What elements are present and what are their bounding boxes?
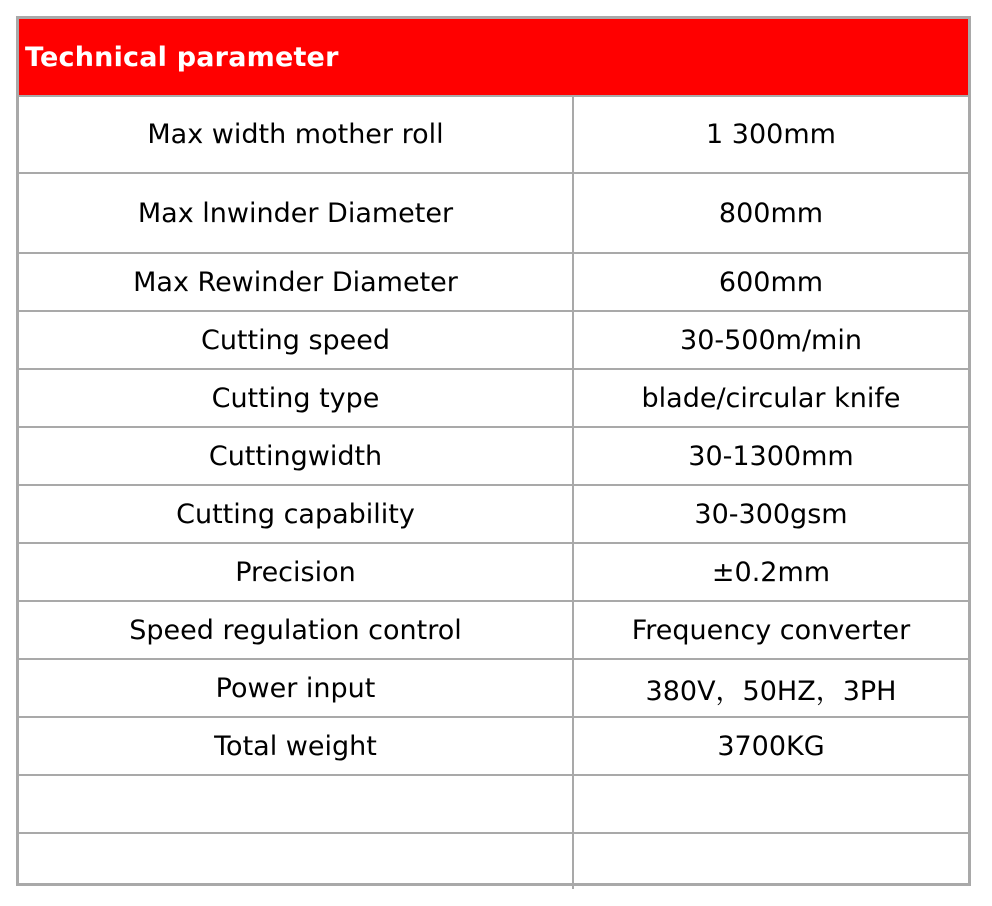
table-row [19, 833, 968, 889]
parameter-label: Cutting capability [19, 485, 573, 543]
parameter-value: Frequency converter [573, 601, 968, 659]
parameter-value: 600mm [573, 253, 968, 311]
table-row [19, 659, 968, 717]
table-row [19, 717, 968, 775]
parameter-value: 380V，50HZ，3PH [573, 659, 968, 717]
parameter-value: 1 300mm [706, 119, 836, 150]
parameter-value [573, 775, 968, 833]
table-row [19, 311, 968, 369]
parameter-label: Max width mother roll [19, 97, 573, 173]
parameter-label [19, 775, 573, 833]
parameter-label: Max Rewinder Diameter [19, 253, 573, 311]
table-row [19, 173, 968, 253]
parameter-table [19, 97, 968, 889]
table-row [19, 601, 968, 659]
parameter-value: 30-1300mm [573, 427, 968, 485]
parameter-label: Precision [19, 543, 573, 601]
parameter-label: Cuttingwidth [19, 427, 573, 485]
parameter-label: Cutting speed [19, 311, 573, 369]
parameter-value: 30-300gsm [573, 485, 968, 543]
table-title: Technical parameter [25, 41, 339, 73]
parameter-value: 30-500m/min [573, 311, 968, 369]
table-title-bar [19, 19, 968, 97]
parameter-label [19, 833, 573, 889]
table-row [19, 543, 968, 601]
table-row [19, 427, 968, 485]
table-row [19, 97, 968, 173]
table-row [19, 253, 968, 311]
parameter-label: Power input [19, 659, 573, 717]
parameter-value [573, 833, 968, 889]
table-row [19, 485, 968, 543]
table-row [19, 369, 968, 427]
parameter-value: 3700KG [573, 717, 968, 775]
parameter-label: Cutting type [19, 369, 573, 427]
parameter-value: 800mm [573, 173, 968, 253]
technical-parameter-table [16, 16, 971, 886]
parameter-value: blade/circular knife [573, 369, 968, 427]
table-row [19, 775, 968, 833]
parameter-label: Speed regulation control [19, 601, 573, 659]
parameter-label: Total weight [19, 717, 573, 775]
parameter-value: ±0.2mm [573, 543, 968, 601]
parameter-label: Max lnwinder Diameter [19, 173, 573, 253]
